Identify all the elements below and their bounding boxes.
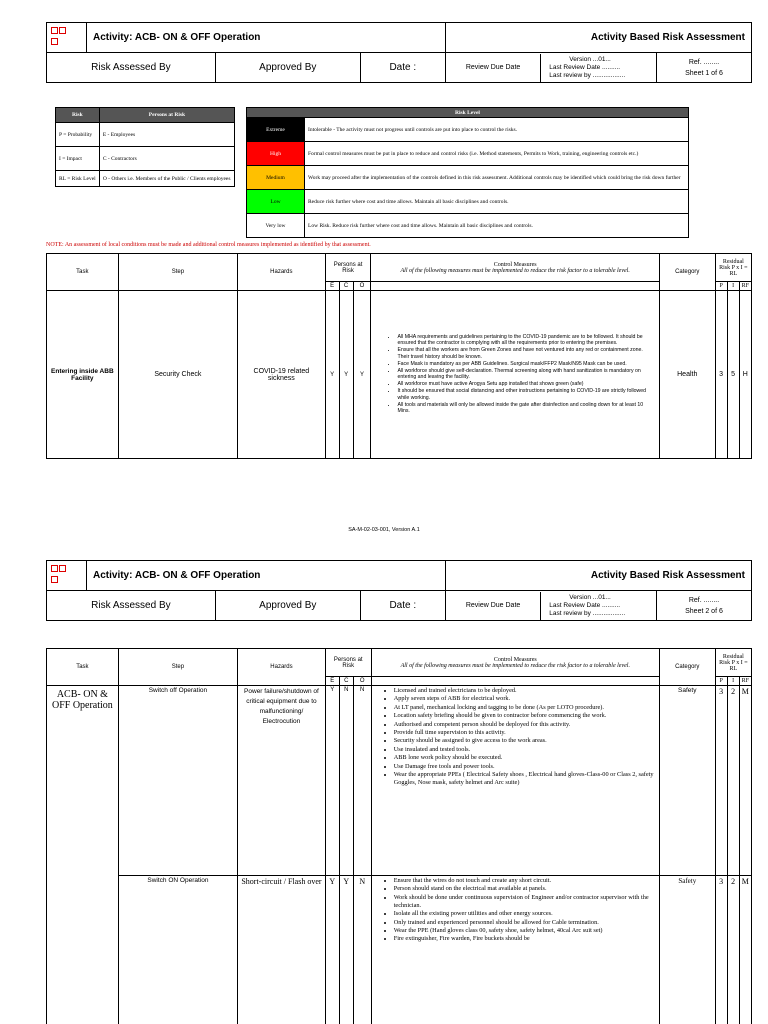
head-category: Category [659, 649, 715, 686]
document-title: Activity Based Risk Assessment [445, 23, 751, 53]
head-step: Step [118, 254, 237, 291]
measure-item: • Ensure that all the workers are from Green Zones and have not ventured into any red or containment zone. Their travel history should be known. [397, 347, 652, 360]
legend-risk-i: I = Impact [56, 147, 100, 171]
approved-by: Approved By [215, 591, 360, 621]
measure-item: • Fire extinguisher, Fire warden, Fire buckets should be [394, 935, 655, 943]
ref-sheet [657, 591, 752, 621]
row-step: Switch ON Operation [118, 876, 237, 1024]
measure-item: • All tools and materials will only be allowed inside the gate after disinfection and cooling down for at least 10 Mins. [397, 402, 652, 415]
head-category: Category [659, 254, 715, 291]
row-step: Switch off Operation [118, 686, 237, 876]
level-extreme-desc: Intolerable - The activity must not progress until controls are put into place to control the risks. [305, 118, 689, 142]
risk-table-page1 [46, 253, 752, 459]
row-p: 3 [715, 291, 727, 459]
review-block [445, 591, 656, 621]
activity-title: Activity: ACB- ON & OFF Operation [87, 561, 446, 591]
measure-item: • Isolate all the existing power utilities and other energy sources. [394, 910, 655, 918]
measure-item: • Apply seven steps of ABB for electrical work. [394, 695, 655, 703]
document-code: SA-M-02-03-001, Version A.1 [348, 527, 420, 533]
row-p: 3 [715, 876, 727, 1024]
measures-title: Control Measures [493, 656, 537, 663]
row-i: 5 [727, 291, 739, 459]
measures-subtitle: All of the following measures must be implemented to reduce the risk factor to a tolerable level. [400, 662, 630, 669]
row-o: N [353, 686, 371, 876]
row-measures [371, 876, 659, 1024]
legend-risk-p: P = Probability [56, 123, 100, 147]
head-c: C [339, 282, 353, 291]
level-medium-desc: Work may proceed after the implementation of the controls defined in this risk assessment. Additional controls may be identified which could bring the risk down further [305, 166, 689, 190]
legend-head-risk: Risk [56, 108, 100, 123]
row-e: Y [325, 291, 339, 459]
version: Version ...01... [569, 593, 611, 601]
head-o: O [353, 282, 371, 291]
head-residual: Residual Risk P x I = RL [715, 649, 751, 677]
measure-item: • Only trained and experienced personnel should be allowed for Cable termination. [394, 919, 655, 927]
level-low: Low [247, 190, 305, 214]
measure-item: • Provide full time supervision to this activity. [394, 729, 655, 737]
ref: Ref. ........ [688, 58, 720, 66]
review-due-date: Review Due Date [446, 54, 541, 82]
head-i: I [727, 677, 739, 686]
measures-subtitle: All of the following measures must be implemented to reduce the risk factor to a tolerable level. [400, 267, 630, 274]
row-hazard: Short-circuit / Flash over [238, 876, 326, 1024]
measure-item: • At LT panel, mechanical locking and tagging to be done (As per LOTO procedure). [394, 704, 655, 712]
measure-item: • It should be ensured that social distancing and other instructions pertaining to COVID-19 are strictly followed while working. [397, 388, 652, 401]
page1-header [46, 22, 752, 83]
legend-person-c: C - Contractors [99, 147, 234, 171]
measures-title: Control Measures [493, 261, 537, 268]
legend-head-persons: Persons at Risk [99, 108, 234, 123]
head-persons: Persons at Risk [325, 649, 371, 677]
measure-item: • All MHA requirements and guidelines pertaining to the COVID-19 pandemic are to be followed. It should be ensured that the contractor is complying with all the requirements prior to entering the premises. [397, 334, 652, 347]
row-c: N [339, 686, 353, 876]
head-rf: RF [739, 677, 751, 686]
head-task: Task [47, 649, 119, 686]
level-high: High [247, 142, 305, 166]
measure-item: • Wear the appropriate PPEs ( Electrical Safety shoes , Electrical hand gloves-Class-00 or Class 2, safety Goggles, Nose mask, safety helmet and Arc suite) [394, 771, 655, 787]
abb-logo [47, 23, 87, 53]
row-category: Health [659, 291, 715, 459]
row-category: Safety [659, 876, 715, 1024]
row-hazard: COVID-19 related sickness [238, 291, 326, 459]
measure-item: • All workforce should give self-declaration. Thermal screening along with hand sanitization is mandatory on entering and leaving the facility. [397, 368, 652, 381]
legend-risk-table [55, 107, 235, 187]
row-i: 2 [727, 876, 739, 1024]
row-task: Entering inside ABB Facility [47, 291, 119, 459]
measure-item: • ABB lone work policy should be executed. [394, 754, 655, 762]
measure-item: • Location safety briefing should be given to contractor before commencing the work. [394, 712, 655, 720]
measure-item: • Authorised and competent person should be deployed for this activity. [394, 721, 655, 729]
assessment-note: NOTE: An assessment of local conditions must be made and additional control measures implemented as identified by that assessment. [46, 242, 371, 248]
row-rf: H [739, 291, 751, 459]
head-p: P [715, 282, 727, 291]
ref: Ref. ........ [688, 596, 720, 604]
head-rf: RF [739, 282, 751, 291]
measure-item: • Ensure that the wires do not touch and create any short circuit. [394, 877, 655, 885]
date-label: Date : [360, 53, 445, 83]
measure-item: • Person should stand on the electrical mat available at panels. [394, 885, 655, 893]
measure-item: • Use insulated and tested tools. [394, 746, 655, 754]
row-e: Y [325, 686, 339, 876]
row-step: Security Check [118, 291, 237, 459]
risk-assessed-by: Risk Assessed By [47, 591, 216, 621]
legend-head-level: Risk Level [247, 108, 689, 118]
row-o: N [353, 876, 371, 1024]
row-p: 3 [715, 686, 727, 876]
row-rf: M [739, 686, 751, 876]
measure-item: • Wear the PPE (Hand gloves class 00, safety shoe, safety helmet, 40cal Arc suit set) [394, 927, 655, 935]
head-e: E [325, 677, 339, 686]
head-p: P [715, 677, 727, 686]
activity-title: Activity: ACB- ON & OFF Operation [87, 23, 446, 53]
level-very-low-desc: Low Risk. Reduce risk further where cost and time allows. Maintain all basic disciplines and controls. [305, 214, 689, 238]
head-o: O [353, 677, 371, 686]
row-measures [371, 291, 659, 459]
head-e: E [325, 282, 339, 291]
head-step: Step [118, 649, 237, 686]
sheet-number: Sheet 1 of 6 [685, 69, 723, 77]
row-rf: M [739, 876, 751, 1024]
legend-level-table [246, 107, 689, 238]
level-extreme: Extreme [247, 118, 305, 142]
row-c: Y [339, 291, 353, 459]
risk-assessed-by: Risk Assessed By [47, 53, 216, 83]
head-c: C [339, 677, 353, 686]
head-hazards: Hazards [238, 649, 326, 686]
head-measures [371, 649, 659, 677]
review-due-date: Review Due Date [446, 592, 541, 620]
last-review-date: Last Review Date .......... [549, 601, 621, 609]
page2-header [46, 560, 752, 621]
measure-item: • Security should be assigned to give access to the work areas. [394, 737, 655, 745]
legend-person-e: E - Employees [99, 123, 234, 147]
row-i: 2 [727, 686, 739, 876]
last-review-date: Last Review Date .......... [549, 63, 621, 71]
row-o: Y [353, 291, 371, 459]
row-c: Y [339, 876, 353, 1024]
legend-risk-rl: RL = Risk Level [56, 171, 100, 187]
legend-person-o: O - Others i.e. Members of the Public / Clients employees [99, 171, 234, 187]
head-residual: Residual Risk P x I = RL [715, 254, 751, 282]
ref-sheet [657, 53, 752, 83]
last-review-by: Last review by .................. [549, 71, 626, 79]
level-low-desc: Reduce risk further where cost and time allows. Maintain all basic disciplines and controls. [305, 190, 689, 214]
head-persons: Persons at Risk [325, 254, 371, 282]
measure-item: • Use Damage free tools and power tools. [394, 763, 655, 771]
measure-item: • All workforce must have active Arogya Setu app installed that shows green (safe) [397, 381, 652, 388]
row-e: Y [325, 876, 339, 1024]
risk-table-page2 [46, 648, 752, 1024]
head-measures [371, 254, 659, 282]
sheet-number: Sheet 2 of 6 [685, 607, 723, 615]
level-very-low: Very low [247, 214, 305, 238]
last-review-by: Last review by .................. [549, 609, 626, 617]
row-measures [371, 686, 659, 876]
document-title: Activity Based Risk Assessment [445, 561, 751, 591]
row-hazard: Power failure/shutdown of critical equipment due to malfunctioning/ Electrocution [238, 686, 326, 876]
date-label: Date : [360, 591, 445, 621]
review-block [445, 53, 656, 83]
approved-by: Approved By [215, 53, 360, 83]
version: Version ...01... [569, 55, 611, 63]
head-i: I [727, 282, 739, 291]
row-task: ACB- ON & OFF Operation [47, 686, 119, 1024]
measure-item: • Face Mask is mandatory as per ABB Guidelines. Surgical mask/FFP2 Mask/N95 Mask can be used. [397, 361, 652, 368]
measure-item: • Licensed and trained electricians to be deployed. [394, 687, 655, 695]
head-hazards: Hazards [238, 254, 326, 291]
level-medium: Medium [247, 166, 305, 190]
measure-item: • Work should be done under continuous supervision of Engineer and/or contractor supervisor with the technician. [394, 894, 655, 910]
level-high-desc: Formal control measures must be put in place to reduce and control risks (i.e. Method statements, Permits to Work, training, engineering controls etc.) [305, 142, 689, 166]
row-category: Safety [659, 686, 715, 876]
abb-logo [47, 561, 87, 591]
head-task: Task [47, 254, 119, 291]
